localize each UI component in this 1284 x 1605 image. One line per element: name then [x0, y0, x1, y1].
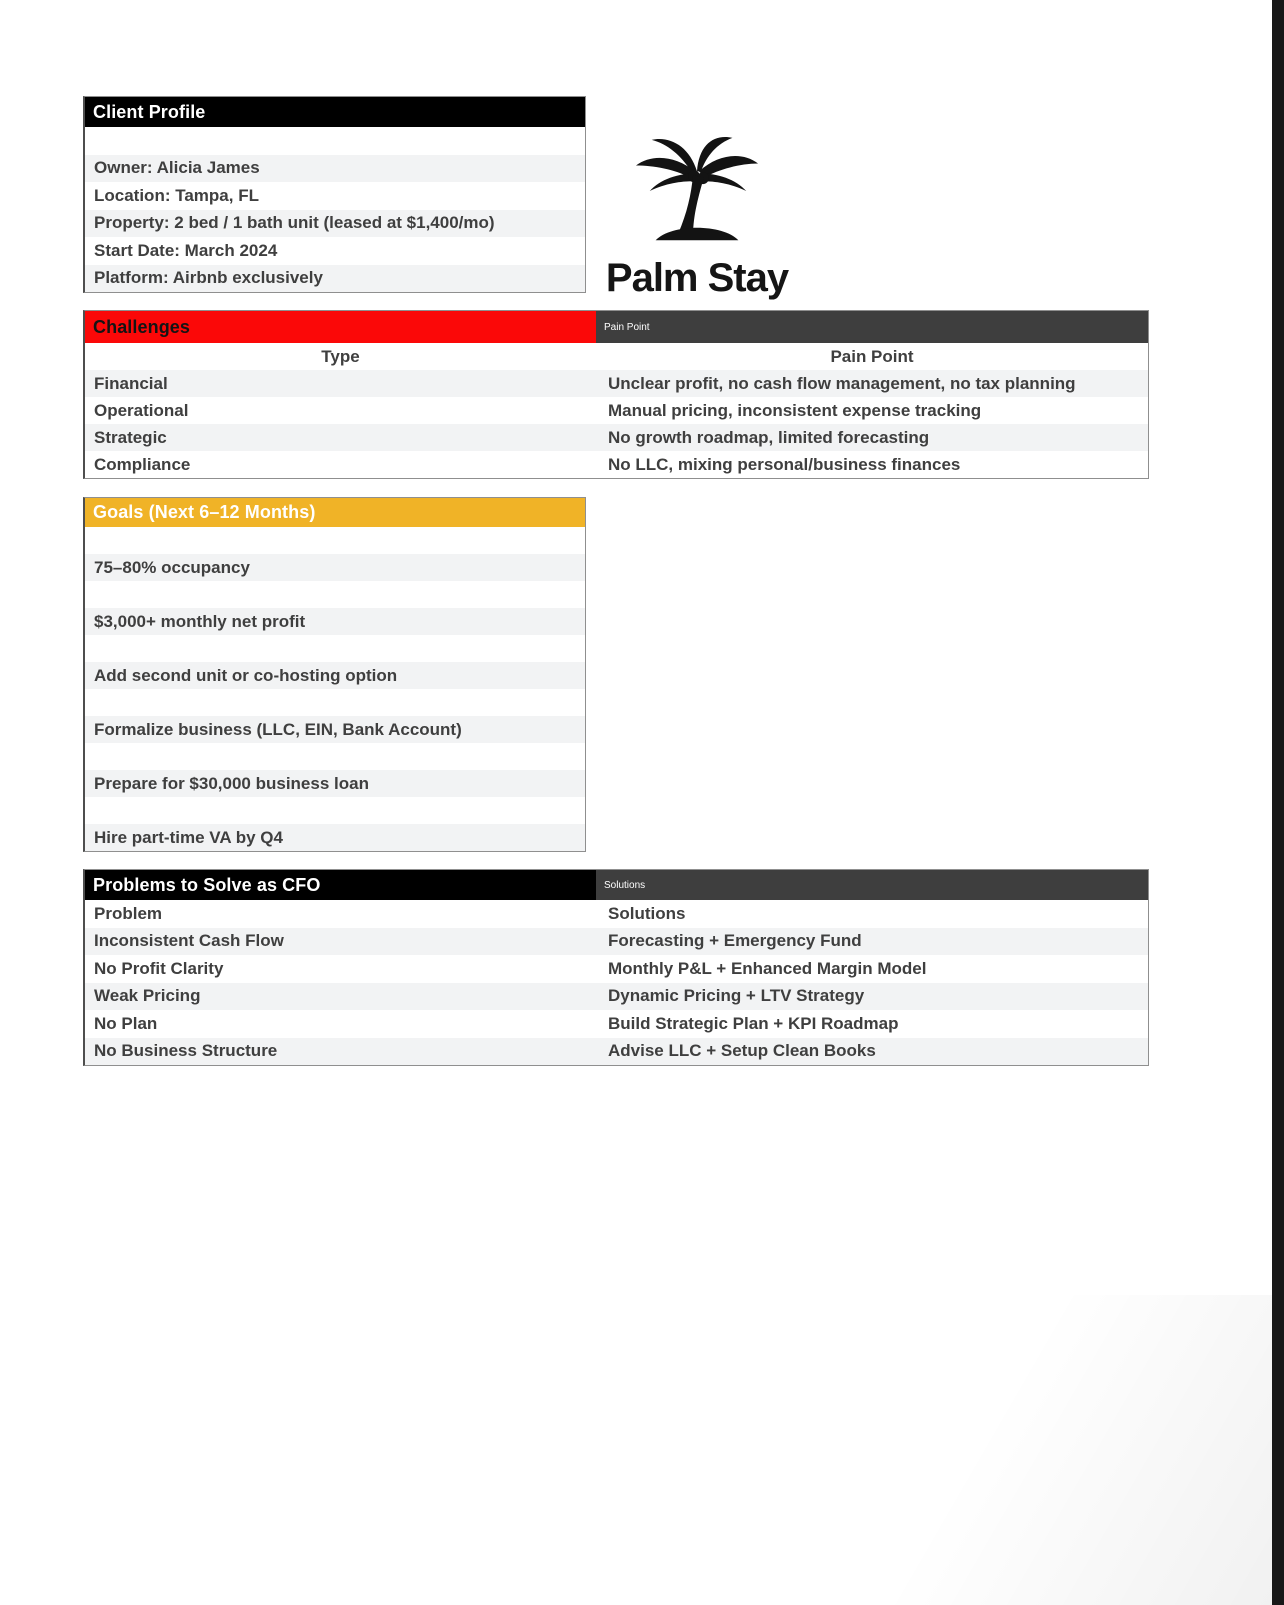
type-cell: Operational: [94, 400, 189, 420]
problem-cell: No Profit Clarity: [94, 958, 224, 978]
spacer-row: [85, 743, 585, 770]
table-row: Start Date: March 2024: [94, 240, 278, 260]
solution-cell: Forecasting + Emergency Fund: [608, 931, 862, 951]
goal-row: Hire part-time VA by Q4: [85, 824, 585, 851]
table-row: [85, 424, 1148, 451]
problem-cell: No Plan: [94, 1013, 158, 1033]
client-profile-table: [83, 96, 586, 293]
solution-cell: Monthly P&L + Enhanced Margin Model: [608, 958, 927, 978]
problem-cell: No Business Structure: [94, 1041, 278, 1061]
table-row: [85, 983, 1148, 1011]
goal-row: Add second unit or co-hosting option: [85, 662, 585, 689]
column-header-pain-point: Pain Point: [830, 346, 914, 366]
table-row: [85, 370, 1148, 397]
spacer-row: [85, 797, 585, 824]
spacer-row: [85, 581, 585, 608]
pain-point-cell: Unclear profit, no cash flow management, no tax planning: [608, 373, 1076, 393]
palm-tree-icon: [596, 130, 798, 258]
spacer-row: [85, 635, 585, 662]
type-cell: Strategic: [94, 427, 167, 447]
table-row: [85, 451, 1148, 478]
solution-cell: Advise LLC + Setup Clean Books: [608, 1041, 876, 1061]
challenges-header: Challenges: [85, 311, 596, 343]
page-edge-bar: [1272, 0, 1284, 1605]
problems-header: Problems to Solve as CFO: [85, 870, 596, 900]
column-header-type: Type: [321, 346, 360, 366]
type-cell: Compliance: [94, 454, 191, 474]
spacer-row: [85, 689, 585, 716]
table-row: Property: 2 bed / 1 bath unit (leased at $1,400/mo): [85, 210, 585, 238]
spacer-row: [85, 527, 585, 554]
problem-cell: Weak Pricing: [94, 986, 201, 1006]
table-row: Location: Tampa, FL: [94, 185, 259, 205]
goal-row: Formalize business (LLC, EIN, Bank Account): [85, 716, 585, 743]
table-row: [85, 928, 1148, 956]
table-row: Platform: Airbnb exclusively: [85, 265, 585, 293]
pain-point-cell: No growth roadmap, limited forecasting: [608, 427, 930, 447]
goals-header: Goals (Next 6–12 Months): [85, 498, 585, 527]
table-row: [85, 1010, 1148, 1038]
brand-logo: [596, 130, 798, 298]
table-row: [85, 397, 1148, 424]
column-header-solutions: Solutions: [608, 903, 686, 923]
goals-table: [83, 497, 586, 852]
column-header-row: [85, 900, 1148, 928]
column-header-problem: Problem: [94, 903, 163, 923]
problems-table: [83, 869, 1149, 1066]
solution-cell: Build Strategic Plan + KPI Roadmap: [608, 1013, 899, 1033]
goal-row: 75–80% occupancy: [85, 554, 585, 581]
logo-wordmark: Palm Stay: [605, 256, 789, 300]
table-row: [85, 955, 1148, 983]
pain-point-corner-label: Pain Point: [596, 311, 1148, 343]
column-header-row: [85, 343, 1148, 370]
pain-point-cell: No LLC, mixing personal/business finances: [608, 454, 961, 474]
goal-row: Prepare for $30,000 business loan: [85, 770, 585, 797]
solutions-corner-label: Solutions: [596, 870, 1148, 900]
type-cell: Financial: [94, 373, 168, 393]
goal-row: $3,000+ monthly net profit: [85, 608, 585, 635]
challenges-table: [83, 310, 1149, 479]
pain-point-cell: Manual pricing, inconsistent expense tracking: [608, 400, 982, 420]
table-row: Owner: Alicia James: [85, 155, 585, 183]
problem-cell: Inconsistent Cash Flow: [94, 931, 284, 951]
corner-shading: [892, 1295, 1272, 1605]
client-profile-header: Client Profile: [85, 97, 585, 127]
solution-cell: Dynamic Pricing + LTV Strategy: [608, 986, 865, 1006]
spacer-row: [85, 127, 585, 155]
table-row: [85, 1038, 1148, 1066]
